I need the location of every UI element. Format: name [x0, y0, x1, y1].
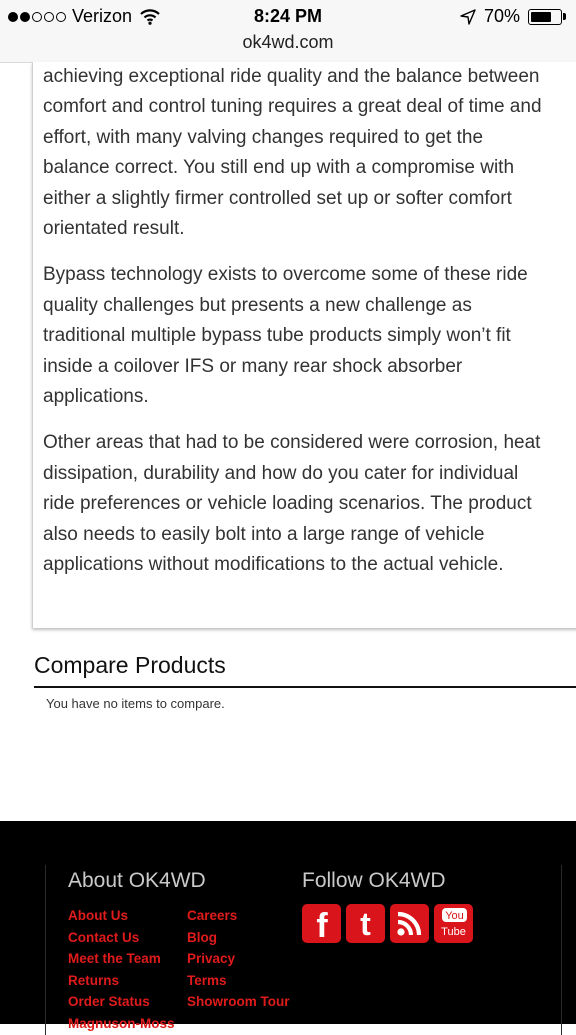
browser-status-bar: [0, 0, 576, 63]
article-card: [32, 62, 576, 628]
footer-follow-title: Follow OK4WD: [302, 869, 446, 892]
footer-link-careers[interactable]: Careers: [187, 908, 238, 923]
youtube-label-top: You: [445, 910, 464, 922]
battery-icon: [528, 9, 566, 25]
rss-button[interactable]: [390, 904, 429, 943]
tumblr-icon: [346, 904, 385, 943]
footer-link-returns[interactable]: Returns: [68, 972, 120, 988]
facebook-button[interactable]: [302, 904, 341, 943]
footer-link-privacy[interactable]: Privacy: [187, 951, 236, 967]
footer-links-col2: [187, 905, 290, 1013]
footer-link-blog[interactable]: Blog: [187, 929, 217, 945]
footer-link-magnuson-moss[interactable]: Magnuson-Moss: [68, 1015, 175, 1031]
footer-link-meet-the-team[interactable]: Meet the Team: [68, 951, 161, 967]
carrier-name: Verizon: [72, 6, 133, 26]
compare-products-title: Compare Products: [34, 652, 226, 678]
footer-links-col1: [68, 905, 175, 1035]
facebook-icon: [302, 904, 341, 943]
tumblr-glyph: t: [360, 906, 371, 942]
article-paragraph: Bypass technology exists to overcome some of these ride quality challenges but presents a new challenge as traditional multiple bypass tube products simply won’t fit inside a coilover IFS or many rear shock absorber applications.: [43, 264, 528, 408]
clock: 8:24 PM: [253, 6, 323, 26]
footer-link-about-us[interactable]: About Us: [68, 908, 128, 923]
footer-about-title: About OK4WD: [68, 869, 206, 892]
article-paragraph: Other areas that had to be considered were corrosion, heat dissipation, durability and how do you cater for individual ride preferences or vehicle loading scenarios. The product also needs to easily bolt into a large range of vehicle applications without modifications to the actual vehicle.: [43, 432, 541, 576]
youtube-button[interactable]: [434, 904, 473, 943]
social-links: [302, 904, 473, 943]
footer-link-order-status[interactable]: Order Status: [68, 994, 150, 1010]
battery-fill: [531, 12, 551, 22]
compare-empty-message: You have no items to compare.: [46, 696, 225, 711]
tumblr-button[interactable]: [346, 904, 385, 943]
address-bar-url[interactable]: ok4wd.com: [242, 32, 334, 52]
status-right: [460, 6, 566, 27]
rss-icon: [390, 904, 429, 943]
location-arrow-icon: [460, 9, 476, 25]
youtube-icon: [434, 904, 473, 943]
youtube-label-bottom: Tube: [441, 926, 466, 938]
article-paragraph: achieving exceptional ride quality and the balance between comfort and control tuning requires a great deal of time and effort, with many valving changes required to get the balance correct. You still end up with a compromise with either a slightly firmer controlled set up or softer comfort orientated result.: [43, 66, 542, 240]
battery-body: [528, 9, 562, 25]
battery-percent: 70%: [483, 6, 520, 26]
footer-link-showroom-tour[interactable]: Showroom Tour: [187, 994, 290, 1010]
battery-tip: [563, 13, 566, 20]
facebook-glyph: f: [316, 907, 328, 943]
footer-link-terms[interactable]: Terms: [187, 972, 227, 988]
compare-divider: [34, 686, 576, 688]
footer-link-contact-us[interactable]: Contact Us: [68, 929, 140, 945]
